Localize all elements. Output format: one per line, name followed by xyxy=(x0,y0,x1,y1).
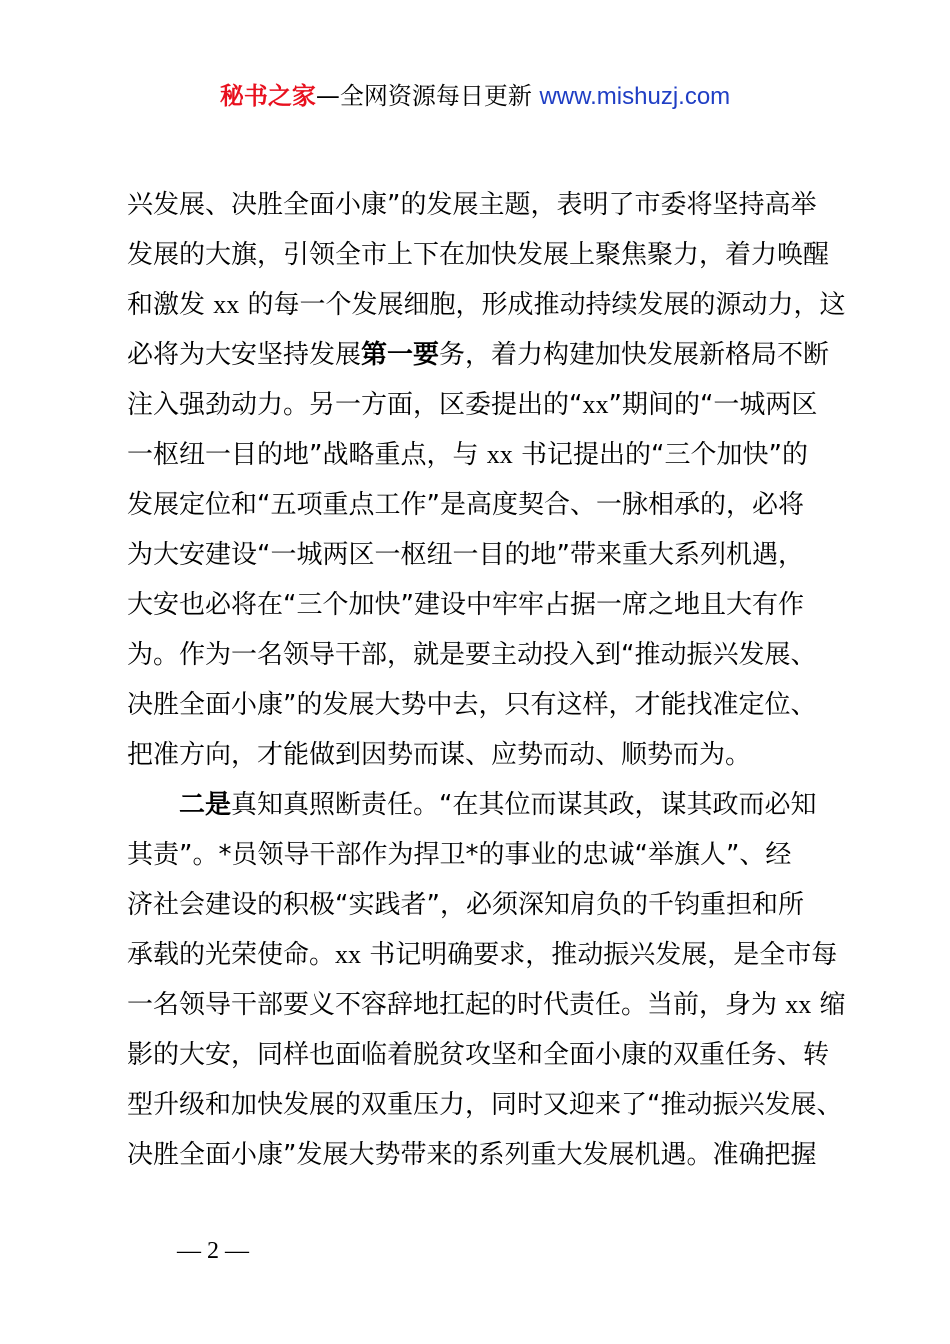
text-line: 为。作为一名领导干部，就是要主动投入到“推动振兴发展、 xyxy=(127,640,817,670)
text-line-with-bold: 必将为大安坚持发展第一要务，着力构建加快发展新格局不断 xyxy=(127,340,830,370)
text-line: 大安也必将在“三个加快”建设中牢牢占据一席之地且大有作 xyxy=(127,590,804,620)
text-line: 和激发 xx 的每一个发展细胞，形成推动持续发展的源动力，这 xyxy=(127,290,846,320)
text-line: 发展定位和“五项重点工作”是高度契合、一脉相承的，必将 xyxy=(127,490,804,520)
document-body xyxy=(127,180,846,1180)
text-line: 型升级和加快发展的双重压力，同时又迎来了“推动振兴发展、 xyxy=(127,1090,843,1120)
site-tagline: —全网资源每日更新 xyxy=(315,82,532,110)
text-line: 决胜全面小康”发展大势带来的系列重大发展机遇。准确把握 xyxy=(127,1140,817,1170)
paragraph-start-line: 二是真知真照断责任。“在其位而谋其政，谋其政而必知 xyxy=(179,790,817,820)
text-line: 把准方向，才能做到因势而谋、应势而动、顺势而为。 xyxy=(127,740,752,770)
site-url[interactable]: www.mishuzj.com xyxy=(539,83,731,110)
text-line: 济社会建设的积极“实践者”，必须深知肩负的千钧重担和所 xyxy=(127,890,804,920)
site-header xyxy=(0,80,950,113)
text-line: 一名领导干部要义不容辞地扛起的时代责任。当前，身为 xx 缩 xyxy=(127,990,846,1020)
text-line: 一枢纽一目的地”战略重点，与 xx 书记提出的“三个加快”的 xyxy=(127,440,808,470)
text-line: 决胜全面小康”的发展大势中去，只有这样，才能找准定位、 xyxy=(127,690,817,720)
text-line: 其责”。*员领导干部作为捍卫*的事业的忠诚“举旗人”、经 xyxy=(127,840,792,870)
text-line: 影的大安，同样也面临着脱贫攻坚和全面小康的双重任务、转 xyxy=(127,1040,830,1070)
page-number: — 2 — xyxy=(177,1238,249,1264)
text-line: 注入强劲动力。另一方面，区委提出的“xx”期间的“一城两区 xyxy=(127,390,818,420)
text-line: 为大安建设“一城两区一枢纽一目的地”带来重大系列机遇， xyxy=(127,540,804,570)
text-line: 兴发展、决胜全面小康”的发展主题，表明了市委将坚持高举 xyxy=(127,190,817,220)
site-brand: 秘书之家 xyxy=(219,82,316,110)
text-line: 发展的大旗，引领全市上下在加快发展上聚焦聚力，着力唤醒 xyxy=(127,240,830,270)
text-line: 承载的光荣使命。xx 书记明确要求，推动振兴发展，是全市每 xyxy=(127,940,838,970)
